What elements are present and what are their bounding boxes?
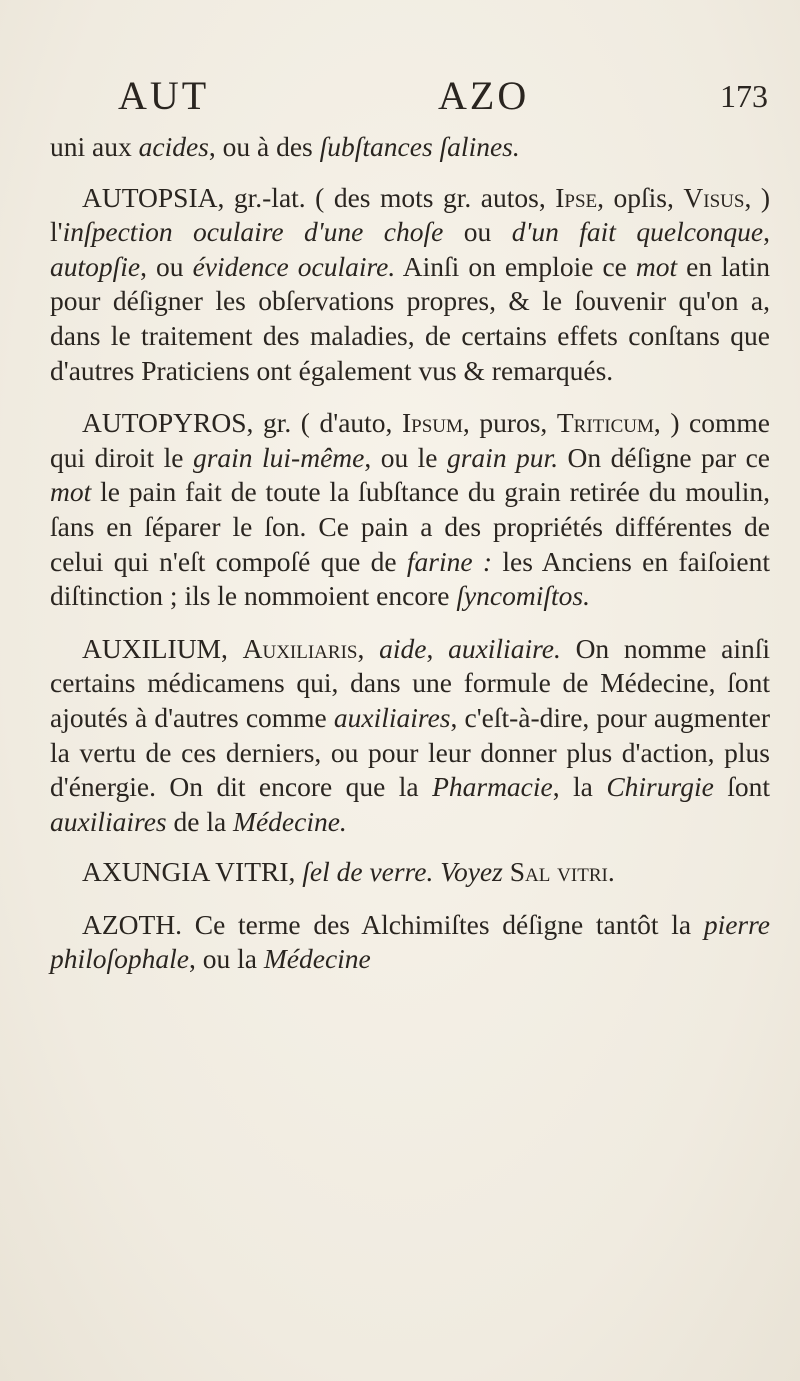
italic-run: inſpection oculaire d'une choſe xyxy=(62,216,444,248)
text-run: On déſigne par ce xyxy=(558,441,771,473)
running-header xyxy=(118,72,768,122)
text-run: , xyxy=(288,856,303,888)
text-run: Ainſi on emploie ce xyxy=(395,250,636,282)
text-run: , ou xyxy=(140,250,193,282)
text-run: , c'eſt-à-dire, pour augmenter la vertu de ces derniers, ou pour leur donner plus d'action, plus d'énergie. On dit encore que la xyxy=(50,701,770,803)
headword: AZOTH. xyxy=(82,908,183,940)
continuation-paragraph xyxy=(50,130,770,165)
text-run: , ) comme qui diroit le xyxy=(50,407,770,473)
entry-azoth xyxy=(50,908,770,977)
text-run: en latin pour déſigner les obſervations propres, & le ſouvenir qu'on a, dans le traitement des maladies, de certains effets conſtans que d'autres Praticiens ont également vus & remarqués. xyxy=(50,250,770,386)
small-caps-run: Triticum xyxy=(556,407,654,439)
text-run: , xyxy=(763,216,770,248)
text-run: , xyxy=(357,632,380,664)
italic-run: acides xyxy=(138,131,209,162)
page-number: 173 xyxy=(720,78,768,114)
italic-run: évidence oculaire. xyxy=(192,250,396,282)
italic-run: mot xyxy=(50,476,92,508)
italic-run: pierre philoſophale xyxy=(50,908,770,975)
text-run: , xyxy=(221,632,243,664)
italic-run: ſubſtances ſalines. xyxy=(319,131,520,162)
entry-auxilium xyxy=(50,632,770,840)
header-left-guide-word: AUT xyxy=(118,73,210,118)
italic-run: mot xyxy=(635,250,678,282)
headword: AXUNGIA VITRI xyxy=(82,856,289,888)
text-run: , ou à des xyxy=(208,131,320,162)
italic-run: aide xyxy=(379,632,427,664)
text-run: , ou la xyxy=(189,943,264,975)
text-run xyxy=(503,856,510,887)
small-caps-run: Auxiliaris xyxy=(242,632,358,664)
headword: AUXILIUM xyxy=(82,632,222,664)
text-run: , ) l' xyxy=(50,181,770,248)
text-run: Ce terme des Alchimiſtes déſigne tantôt la xyxy=(182,908,704,940)
text-run: , la xyxy=(552,771,607,803)
italic-run: farine : xyxy=(406,545,493,577)
italic-run: Pharmacie xyxy=(432,771,553,803)
cross-reference-link: Sal vitri. xyxy=(509,856,615,888)
italic-run: Médecine. xyxy=(233,805,347,837)
text-run: uni aux xyxy=(50,131,139,162)
italic-run: ſyncomiſtos. xyxy=(456,580,590,612)
small-caps-run: Ipsum xyxy=(401,407,463,439)
small-caps-run: Ipse xyxy=(555,181,598,213)
text-run: ſont xyxy=(713,771,771,803)
italic-run: d'un fait quelconque xyxy=(511,216,764,248)
entry-autopsia xyxy=(50,181,770,389)
italic-run: grain pur. xyxy=(446,441,559,473)
text-run: de la xyxy=(166,805,234,837)
text-run: le pain fait de toute la ſubſtance du grain retirée du moulin, ſans en ſéparer le ſon. Ce pain a des propriétés différentes de celui qui n'eſt compoſé que de xyxy=(50,476,770,577)
text-run: ou xyxy=(443,216,512,248)
italic-run: ſel de verre. Voyez xyxy=(302,856,503,888)
italic-run: grain lui-même xyxy=(192,441,365,473)
text-run: les Anciens en faiſoient diſtinction ; ils le nommoient encore xyxy=(50,545,770,612)
italic-run: Médecine xyxy=(263,943,371,975)
headword: AUTOPSIA xyxy=(82,181,218,213)
text-run: , gr.-lat. ( des mots gr. autos, xyxy=(217,181,556,213)
text-run: , puros, xyxy=(462,407,557,439)
text-run: , gr. ( d'auto, xyxy=(246,407,402,439)
italic-run: auxiliaires xyxy=(333,701,451,733)
italic-run: auxiliaire. xyxy=(448,632,561,664)
entry-axungia-vitri xyxy=(50,855,770,890)
text-run: , xyxy=(426,632,449,664)
italic-run: Chirurgie xyxy=(606,771,714,803)
text-run: On nomme ainſi certains médicamens qui, dans une formule de Médecine, ſont ajoutés à d'autres comme xyxy=(50,632,771,733)
headword: AUTOPYROS xyxy=(82,407,247,439)
header-right-guide-word: AZO xyxy=(438,73,530,118)
text-run: , ou le xyxy=(364,441,447,473)
small-caps-run: Visus xyxy=(683,181,745,213)
entry-autopyros xyxy=(50,406,770,614)
text-run: , opſis, xyxy=(597,181,684,213)
body-text xyxy=(50,130,770,977)
italic-run: autopſie xyxy=(50,250,141,282)
italic-run: auxiliaires xyxy=(50,805,167,837)
